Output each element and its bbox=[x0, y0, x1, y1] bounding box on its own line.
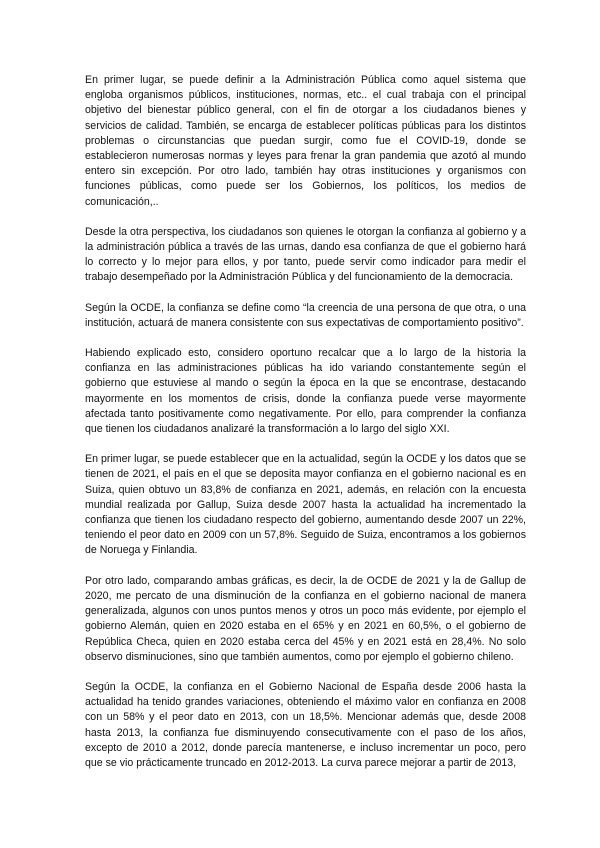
document-body bbox=[85, 73, 526, 786]
paragraph-graph-comparison: Por otro lado, comparando ambas gráficas, es decir, la de OCDE de 2021 y la de Gallup de 2020, me percato de una disminución de la confianza en el gobierno nacional de manera generalizada, algunos con unos puntos menos y otros un poco más evidente, por ejemplo el gobierno Alemán, quien en 2020 estaba en el 65% y en 2021 en 60,5%, o el gobierno de República Checa, quien en 2020 estaba cerca del 45% y en 2021 está en 28,4%. No solo observo disminuciones, sino que también aumentos, como por ejemplo el gobierno chileno. bbox=[85, 574, 526, 663]
paragraph-ocde-definition: Según la OCDE, la confianza se define como “la creencia de una persona de que otra, o una institución, actuará de manera consistente con sus expectativas de comportamiento positivo”. bbox=[85, 301, 526, 329]
paragraph-switzerland-data: En primer lugar, se puede establecer que en la actualidad, según la OCDE y los datos que se tienen de 2021, el país en el que se deposita mayor confianza en el gobierno nacional es en Suiza, quien obtuvo un 83,8% de confianza en 2021, además, en relación con la encuesta mundial realizada por Gallup, Suiza desde 2007 hasta la actualidad ha incrementado la confianza que tienen los ciudadano respecto del gobierno, aumentando desde 2007 un 22%, teniendo el peor dato en 2009 con un 57,8%. Seguido de Suiza, encontramos a los gobiernos de Noruega y Finlandia. bbox=[85, 453, 526, 557]
paragraph-citizens-perspective: Desde la otra perspectiva, los ciudadanos son quienes le otorgan la confianza al gobierno y a la administración pública a través de las urnas, dando esa confianza de que el gobierno hará lo correcto y lo mejor para ellos, y por tanto, puede servir como indicador para medir el trabajo desempeñado por la Administración Pública y del funcionamiento de la democracia. bbox=[85, 225, 526, 284]
paragraph-historical-variation: Habiendo explicado esto, considero oportuno recalcar que a lo largo de la historia la confianza en las administraciones públicas ha ido variando constantemente según el gobierno que estuviese al mando o según la época en la que se encontrase, destacando mayormente en los momentos de crisis, donde la confianza puede verse mayormente afectada tanto positivamente como negativamente. Por ello, para comprender la confianza que tienen los ciudadanos analizaré la transformación a lo largo del siglo XXI. bbox=[85, 347, 526, 436]
paragraph-spain-data: Según la OCDE, la confianza en el Gobierno Nacional de España desde 2006 hasta la actualidad ha tenido grandes variaciones, obteniendo el máximo valor en confianza en 2008 con un 58% y el peor dato en 2013, con un 18,5%. Mencionar además que, desde 2008 hasta 2013, la confianza fue disminuyendo consecutivamente con el paso de los años, excepto de 2010 a 2012, donde parecía mantenerse, e incluso incrementar un poco, pero que se vio prácticamente truncado en 2012-2013. La curva parece mejorar a partir de 2013, bbox=[85, 680, 526, 769]
paragraph-public-administration: En primer lugar, se puede definir a la Administración Pública como aquel sistema que engloba organismos públicos, instituciones, normas, etc.. el cual trabaja con el principal objetivo del bienestar público general, con el fin de otorgar a los ciudadanos bienes y servicios de calidad. También, se encarga de establecer políticas públicas para los distintos problemas o circunstancias que puedan surgir, como fue el COVID-19, donde se establecieron numerosas normas y leyes para frenar la gran pandemia que azotó al mundo entero sin excepción. Por otro lado, también hay otras instituciones y organismos con funciones públicas, como puede ser los Gobiernos, los políticos, los medios de comunicación,.. bbox=[85, 74, 526, 208]
